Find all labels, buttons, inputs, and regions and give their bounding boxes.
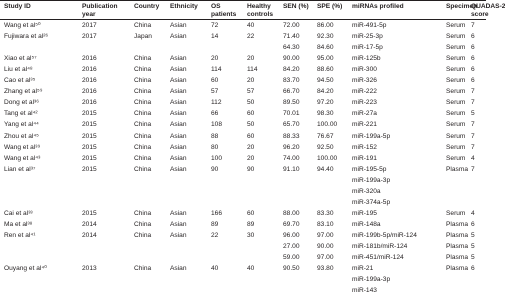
cell-quadas-2-score: 7 [471, 88, 475, 96]
cell-publication-year: 2016 [82, 66, 97, 74]
cell-quadas-2-score: 6 [471, 55, 475, 63]
cell-study-id: Dong et al³⁶ [4, 99, 39, 107]
cell-publication-year: 2015 [82, 209, 97, 217]
cell-quadas-2-score: 4 [471, 209, 475, 217]
cell-mirnas-profiled: miR-221 [352, 121, 377, 129]
cell-mirnas-profiled: miR-451/miR-124 [352, 254, 404, 262]
cell-quadas-2-score: 5 [471, 243, 475, 250]
cell-publication-year: 2015 [82, 143, 97, 151]
cell-country: China [134, 66, 152, 74]
cell-study-id: Ouyang et al⁴⁰ [4, 265, 47, 273]
cell-healthy-controls: 114 [247, 66, 258, 74]
cell-spe: 94.40 [317, 165, 334, 173]
cell-os-patients: 57 [211, 88, 219, 96]
cell-healthy-controls: 60 [247, 132, 255, 140]
cell-country: China [134, 132, 152, 140]
cell-ethnicity: Asian [170, 88, 187, 96]
cell-spe: 92.30 [317, 33, 334, 41]
header-spe: SPE (%) [317, 3, 343, 10]
cell-spe: 93.80 [317, 265, 334, 273]
cell-sen: 70.01 [283, 110, 300, 118]
cell-quadas-2-score: 6 [471, 44, 475, 52]
cell-healthy-controls: 30 [247, 231, 255, 239]
cell-spe: 76.67 [317, 132, 334, 140]
cell-mirnas-profiled: miR-300 [352, 66, 377, 74]
cell-quadas-2-score: 5 [471, 254, 475, 262]
cell-sen: 88.33 [283, 132, 300, 140]
cell-spe: 88.60 [317, 66, 334, 74]
cell-mirnas-profiled: miR-148a [352, 220, 381, 228]
cell-quadas-2-score: 7 [471, 132, 475, 140]
header-sen: SEN (%) [283, 3, 309, 10]
cell-country: China [134, 165, 152, 173]
header-quadas-2-score-line-1: QUADAS-2 [471, 3, 505, 10]
cell-spe: 100.00 [317, 154, 338, 162]
cell-mirnas-profiled: miR-181b/miR-124 [352, 243, 408, 250]
cell-spe: 83.30 [317, 209, 334, 217]
cell-sen: 83.70 [283, 77, 300, 85]
cell-specimen: Plasma [446, 220, 468, 228]
cell-country: China [134, 220, 152, 228]
cell-specimen: Serum [446, 132, 466, 140]
cell-spe: 92.50 [317, 143, 334, 151]
cell-spe: 86.00 [317, 22, 334, 29]
cell-country: China [134, 209, 152, 217]
cell-os-patients: 66 [211, 110, 219, 118]
cell-ethnicity: Asian [170, 132, 187, 140]
cell-publication-year: 2016 [82, 77, 97, 85]
cell-publication-year: 2015 [82, 132, 97, 140]
cell-specimen: Plasma [446, 165, 468, 173]
cell-healthy-controls: 50 [247, 121, 255, 129]
cell-country: China [134, 265, 152, 273]
cell-ethnicity: Asian [170, 55, 187, 63]
cell-publication-year: 2014 [82, 220, 97, 228]
cell-quadas-2-score: 5 [471, 110, 475, 118]
cell-country: China [134, 99, 152, 107]
cell-ethnicity: Asian [170, 220, 187, 228]
header-ethnicity: Ethnicity [170, 3, 198, 10]
cell-ethnicity: Asian [170, 121, 187, 129]
cell-sen: 71.40 [283, 33, 300, 41]
cell-specimen: Serum [446, 33, 466, 41]
header-healthy-controls-line-2: controls [247, 10, 274, 18]
cell-publication-year: 2016 [82, 88, 97, 96]
cell-publication-year: 2014 [82, 231, 97, 239]
cell-mirnas-profiled: miR-222 [352, 88, 377, 96]
cell-study-id: Lian et al³⁷ [4, 165, 36, 173]
cell-publication-year: 2013 [82, 265, 97, 273]
cell-spe: 84.20 [317, 88, 334, 96]
cell-sen: 27.00 [283, 243, 300, 250]
cell-os-patients: 14 [211, 33, 219, 41]
cell-os-patients: 88 [211, 132, 219, 140]
cell-study-id: Cao et al³⁵ [4, 77, 36, 85]
cell-sen: 64.30 [283, 44, 300, 52]
cell-healthy-controls: 20 [247, 154, 255, 162]
cell-quadas-2-score: 4 [471, 154, 475, 162]
cell-ethnicity: Asian [170, 265, 187, 273]
cell-country: China [134, 231, 152, 239]
cell-sen: 65.70 [283, 121, 300, 129]
cell-ethnicity: Asian [170, 77, 187, 85]
cell-healthy-controls: 90 [247, 165, 255, 173]
cell-publication-year: 2016 [82, 55, 97, 63]
cell-os-patients: 72 [211, 22, 219, 29]
cell-sen: 66.70 [283, 88, 300, 96]
cell-spe: 84.60 [317, 44, 334, 52]
cell-quadas-2-score: 7 [471, 121, 475, 129]
cell-specimen: Plasma [446, 254, 468, 262]
cell-mirnas-profiled: miR-191 [352, 154, 377, 162]
cell-ethnicity: Asian [170, 165, 187, 173]
cell-specimen: Serum [446, 143, 466, 151]
header-os-patients-line-1: OS [211, 3, 221, 10]
cell-quadas-2-score: 7 [471, 143, 475, 151]
header-mirnas-profiled: miRNAs profiled [352, 3, 404, 10]
cell-spe: 94.50 [317, 77, 334, 85]
cell-os-patients: 100 [211, 154, 223, 162]
header-publication-year-line-1: Publication [82, 3, 118, 10]
cell-study-id: Ren et al⁴¹ [4, 231, 36, 239]
cell-mirnas-profiled: miR-326 [352, 77, 377, 85]
cell-specimen: Serum [446, 22, 466, 29]
cell-publication-year: 2016 [82, 99, 97, 107]
cell-os-patients: 108 [211, 121, 223, 129]
cell-healthy-controls: 89 [247, 220, 255, 228]
header-rule [0, 19, 486, 20]
cell-mirnas-profiled: miR-143 [352, 287, 377, 295]
cell-country: China [134, 22, 152, 29]
cell-ethnicity: Asian [170, 110, 187, 118]
cell-quadas-2-score: 6 [471, 33, 475, 41]
cell-mirnas-profiled: miR-25-3p [352, 33, 383, 41]
header-healthy-controls-line-1: Healthy [247, 3, 271, 10]
cell-publication-year: 2017 [82, 33, 97, 41]
cell-sen: 84.20 [283, 66, 300, 74]
cell-specimen: Plasma [446, 265, 468, 273]
cell-os-patients: 80 [211, 143, 219, 151]
cell-quadas-2-score: 6 [471, 220, 475, 228]
cell-healthy-controls: 40 [247, 22, 255, 29]
cell-ethnicity: Asian [170, 66, 187, 74]
cell-spe: 83.10 [317, 220, 334, 228]
cell-quadas-2-score: 7 [471, 99, 475, 107]
cell-ethnicity: Asian [170, 231, 187, 239]
cell-study-id: Zhang et al⁵⁹ [4, 88, 43, 96]
cell-sen: 90.50 [283, 265, 300, 273]
cell-mirnas-profiled: miR-195 [352, 209, 377, 217]
cell-mirnas-profiled: miR-223 [352, 99, 377, 107]
cell-healthy-controls: 60 [247, 209, 255, 217]
cell-os-patients: 89 [211, 220, 219, 228]
cell-quadas-2-score: 6 [471, 66, 475, 74]
cell-mirnas-profiled: miR-199a-3p [352, 276, 391, 284]
header-publication-year-line-2: year [82, 10, 96, 18]
cell-specimen: Serum [446, 55, 466, 63]
cell-mirnas-profiled: miR-374a-5p [352, 198, 391, 206]
cell-study-id: Ma et al³⁸ [4, 220, 33, 228]
cell-os-patients: 166 [211, 209, 223, 217]
cell-quadas-2-score: 7 [471, 165, 475, 173]
cell-mirnas-profiled: miR-152 [352, 143, 377, 151]
cell-mirnas-profiled: miR-125b [352, 55, 381, 63]
cell-publication-year: 2015 [82, 154, 97, 162]
cell-spe: 95.00 [317, 55, 334, 63]
cell-specimen: Serum [446, 99, 466, 107]
cell-mirnas-profiled: miR-27a [352, 110, 377, 118]
cell-os-patients: 40 [211, 265, 219, 273]
header-specimen: Specimen [446, 3, 478, 10]
cell-study-id: Xiao et al⁵⁷ [4, 55, 37, 63]
cell-ethnicity: Asian [170, 99, 187, 107]
cell-healthy-controls: 60 [247, 110, 255, 118]
cell-specimen: Serum [446, 66, 466, 74]
cell-os-patients: 22 [211, 231, 219, 239]
cell-sen: 96.00 [283, 231, 300, 239]
cell-study-id: Fujiwara et al²⁶ [4, 33, 49, 41]
cell-sen: 90.00 [283, 55, 300, 63]
cell-specimen: Plasma [446, 231, 468, 239]
cell-specimen: Serum [446, 121, 466, 129]
header-os-patients-line-2: patients [211, 10, 237, 18]
cell-sen: 69.70 [283, 220, 300, 228]
cell-os-patients: 114 [211, 66, 222, 74]
cell-study-id: Cai et al³³ [4, 209, 33, 217]
cell-quadas-2-score: 6 [471, 265, 475, 273]
cell-sen: 59.00 [283, 254, 300, 262]
cell-mirnas-profiled: miR-199b-5p/miR-124 [352, 231, 417, 239]
cell-spe: 97.00 [317, 231, 334, 239]
cell-quadas-2-score: 6 [471, 77, 475, 85]
cell-spe: 100.00 [317, 121, 338, 129]
cell-ethnicity: Asian [170, 154, 187, 162]
cell-spe: 98.30 [317, 110, 334, 118]
cell-healthy-controls: 20 [247, 77, 255, 85]
cell-healthy-controls: 20 [247, 143, 255, 151]
cell-study-id: Zhou et al⁴⁵ [4, 132, 39, 140]
cell-specimen: Serum [446, 77, 466, 85]
cell-specimen: Serum [446, 154, 466, 162]
cell-healthy-controls: 22 [247, 33, 255, 41]
cell-quadas-2-score: 5 [471, 231, 475, 239]
cell-mirnas-profiled: miR-21 [352, 265, 374, 273]
cell-mirnas-profiled: miR-320a [352, 187, 381, 195]
cell-sen: 91.10 [283, 165, 300, 173]
cell-healthy-controls: 50 [247, 99, 255, 107]
cell-sen: 72.00 [283, 22, 300, 29]
cell-country: China [134, 55, 152, 63]
header-country: Country [134, 3, 160, 10]
cell-study-id: Tang et al⁴² [4, 110, 38, 118]
cell-sen: 74.00 [283, 154, 300, 162]
cell-healthy-controls: 57 [247, 88, 255, 96]
cell-healthy-controls: 40 [247, 265, 255, 273]
cell-specimen: Serum [446, 44, 466, 52]
cell-mirnas-profiled: miR-195-5p [352, 165, 387, 173]
cell-os-patients: 112 [211, 99, 222, 107]
cell-country: China [134, 77, 152, 85]
cell-mirnas-profiled: miR-491-5p [352, 22, 387, 29]
cell-ethnicity: Asian [170, 33, 187, 41]
cell-ethnicity: Asian [170, 209, 187, 217]
cell-study-id: Liu et al⁴⁸ [4, 66, 33, 74]
cell-country: China [134, 143, 152, 151]
cell-sen: 96.20 [283, 143, 300, 151]
cell-publication-year: 2015 [82, 110, 97, 118]
cell-spe: 97.20 [317, 99, 334, 107]
cell-specimen: Serum [446, 110, 466, 118]
cell-country: China [134, 110, 152, 118]
cell-country: China [134, 121, 152, 129]
cell-quadas-2-score: 7 [471, 22, 475, 29]
cell-sen: 88.00 [283, 209, 300, 217]
top-rule [0, 0, 486, 1]
cell-os-patients: 90 [211, 165, 219, 173]
cell-spe: 97.00 [317, 254, 334, 262]
cell-specimen: Plasma [446, 243, 468, 250]
cell-ethnicity: Asian [170, 22, 187, 29]
cell-publication-year: 2017 [82, 22, 97, 29]
cell-country: China [134, 88, 152, 96]
cell-mirnas-profiled: miR-17-5p [352, 44, 383, 52]
cell-study-id: Yang et al⁴⁴ [4, 121, 39, 129]
cell-sen: 89.50 [283, 99, 300, 107]
cell-publication-year: 2015 [82, 121, 97, 129]
cell-study-id: Wang et al⁴³ [4, 154, 41, 162]
cell-country: Japan [134, 33, 152, 41]
cell-os-patients: 60 [211, 77, 219, 85]
cell-mirnas-profiled: miR-199a-5p [352, 132, 391, 140]
cell-country: China [134, 154, 152, 162]
cell-specimen: Serum [446, 88, 466, 96]
cell-mirnas-profiled: miR-199a-3p [352, 176, 391, 184]
header-study-id: Study ID [4, 3, 31, 10]
cell-publication-year: 2015 [82, 165, 97, 173]
cell-study-id: Wang et al³⁹ [4, 143, 41, 151]
cell-specimen: Serum [446, 209, 466, 217]
cell-study-id: Wang et al⁵⁰ [4, 22, 41, 29]
cell-ethnicity: Asian [170, 143, 187, 151]
cell-os-patients: 20 [211, 55, 219, 63]
header-quadas-2-score-line-2: score [471, 10, 489, 18]
cell-healthy-controls: 20 [247, 55, 255, 63]
cell-spe: 90.00 [317, 243, 334, 250]
